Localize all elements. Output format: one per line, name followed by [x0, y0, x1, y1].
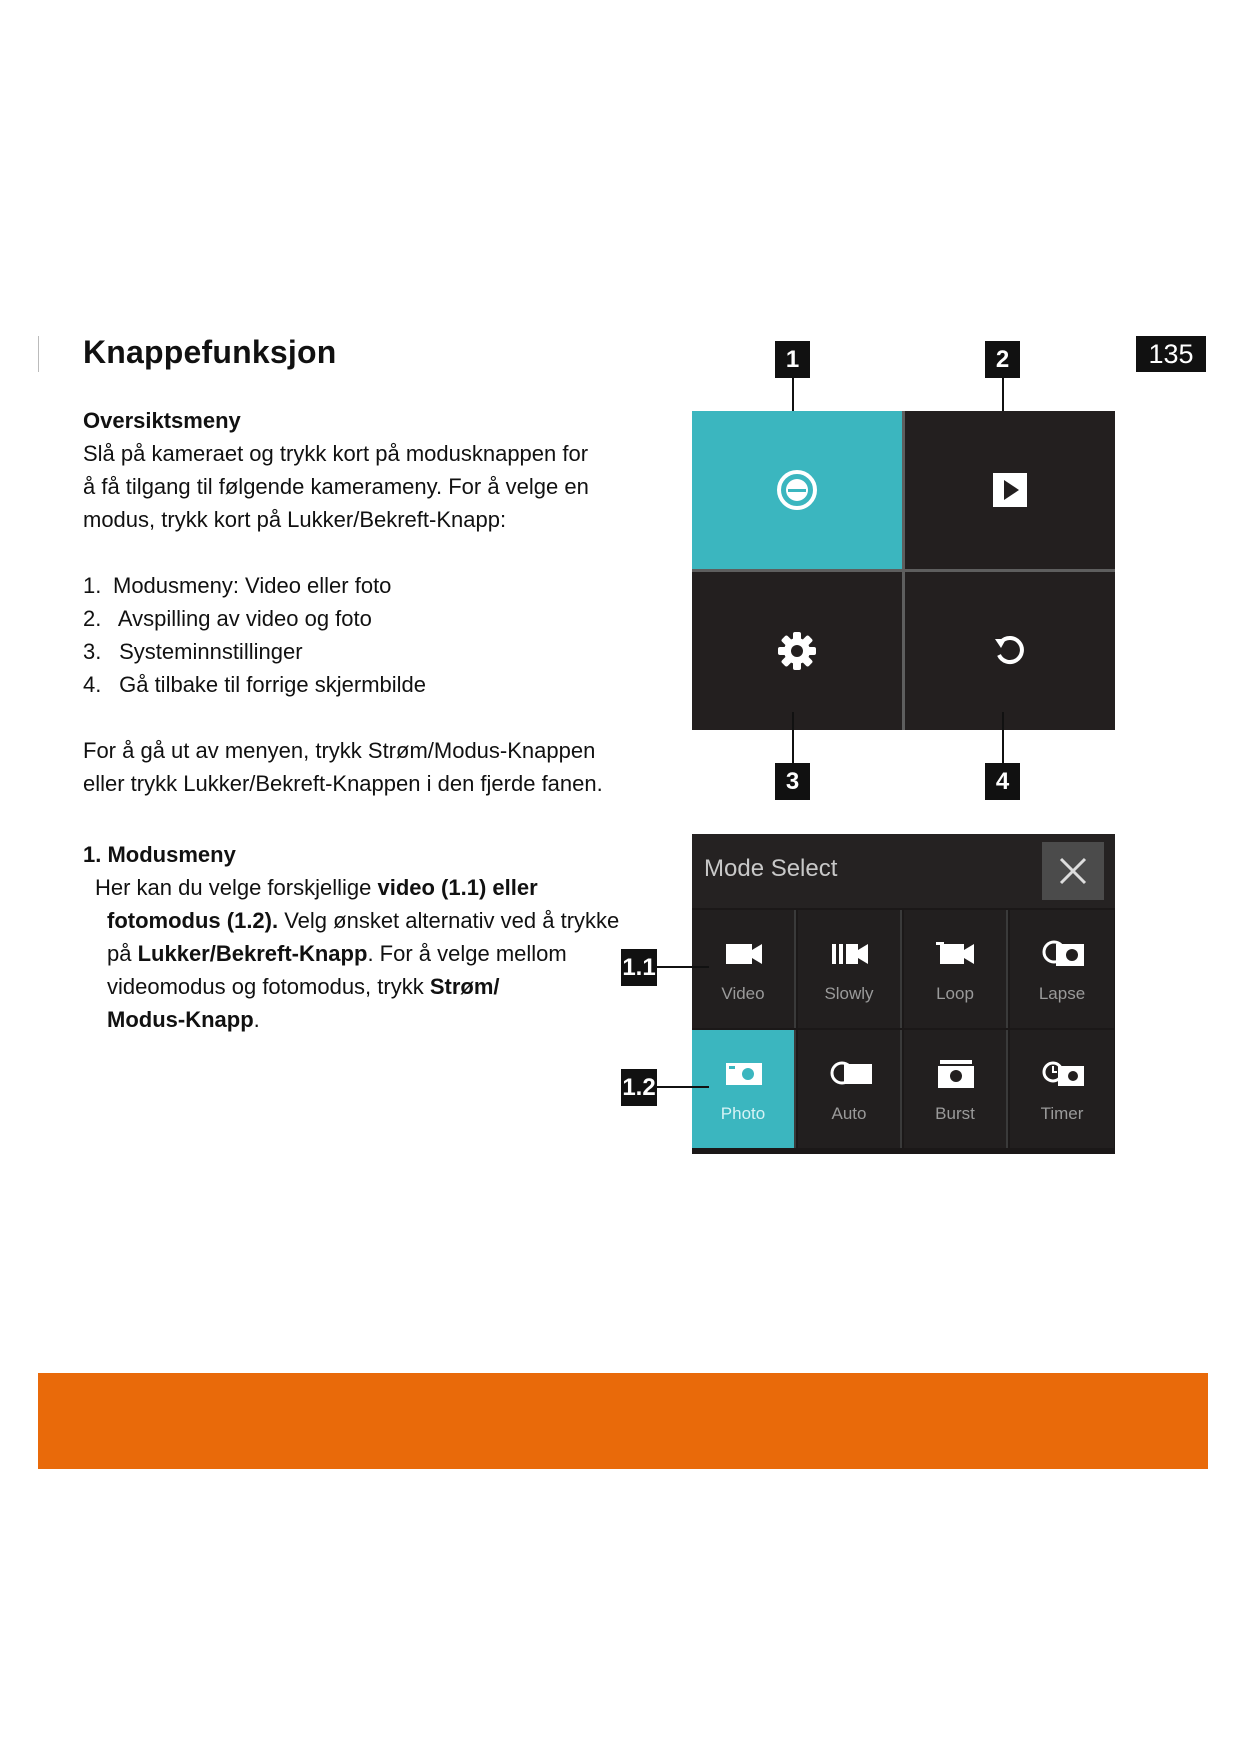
mode-tile[interactable]: [692, 411, 902, 569]
playback-tile[interactable]: [905, 411, 1115, 569]
mode-photo[interactable]: Photo: [692, 1030, 796, 1148]
callout-3: 3: [775, 763, 810, 800]
page-title: Knappefunksjon: [83, 334, 337, 370]
mode-timer[interactable]: Timer: [1010, 1030, 1114, 1148]
video-icon: [724, 938, 764, 968]
callout-1: 1: [775, 341, 810, 378]
callout-line: [1002, 712, 1004, 768]
mode-select-screen: [692, 834, 1115, 1154]
overview-menu-screen: [692, 411, 1115, 730]
close-icon: [1059, 857, 1087, 885]
mode-select-header: [692, 834, 1115, 908]
timer-icon: [1042, 1058, 1086, 1090]
margin-rule: [38, 336, 39, 372]
callout-line: [792, 712, 794, 768]
mode-loop[interactable]: Loop: [904, 910, 1008, 1028]
mode-select-title: Mode Select: [704, 855, 838, 882]
lapse-icon: [1042, 938, 1086, 970]
modusmeny-line: fotomodus (1.2). Velg ønsket alternativ ved å trykke: [107, 908, 620, 933]
footer-band: [38, 1373, 1208, 1469]
page-number: 135: [1136, 336, 1206, 372]
callout-line: [657, 1086, 709, 1088]
list-item: 2. Avspilling av video og foto: [83, 606, 372, 631]
back-tile[interactable]: [905, 572, 1115, 730]
callout-2: 2: [985, 341, 1020, 378]
overview-outro-line: For å gå ut av menyen, trykk Strøm/Modus-Knappen: [83, 738, 596, 763]
overview-section: [83, 404, 623, 800]
overview-intro-line: modus, trykk kort på Lukker/Bekreft-Knapp:: [83, 507, 507, 532]
modusmeny-line: Modus-Knapp.: [107, 1007, 260, 1032]
auto-icon: [830, 1058, 874, 1088]
mode-auto[interactable]: Auto: [798, 1030, 902, 1148]
modusmeny-line: Her kan du velge forskjellige video (1.1) eller: [95, 875, 538, 900]
back-icon: [992, 633, 1028, 669]
modusmeny-line: på Lukker/Bekreft-Knapp. For å velge mellom: [107, 941, 567, 966]
overview-outro-line: eller trykk Lukker/Bekreft-Knappen i den fjerde fanen.: [83, 771, 603, 796]
overview-heading: Oversiktsmeny: [83, 408, 241, 433]
overview-list: [83, 569, 623, 701]
settings-tile[interactable]: [692, 572, 902, 730]
mode-slowly[interactable]: Slowly: [798, 910, 902, 1028]
close-button[interactable]: [1042, 842, 1104, 900]
callout-1-1: 1.1: [621, 949, 657, 986]
callout-4: 4: [985, 763, 1020, 800]
loop-icon: [936, 938, 976, 968]
modusmeny-section: [83, 838, 643, 1036]
burst-icon: [936, 1058, 976, 1090]
modusmeny-line: videomodus og fotomodus, trykk Strøm/: [107, 974, 500, 999]
slow-motion-icon: [830, 938, 870, 968]
callout-line: [657, 966, 709, 968]
mode-lapse[interactable]: Lapse: [1010, 910, 1114, 1028]
playback-icon: [992, 472, 1028, 508]
callout-1-2: 1.2: [621, 1069, 657, 1106]
mode-video[interactable]: Video: [692, 910, 796, 1028]
mode-icon: [775, 468, 819, 512]
list-item: 4. Gå tilbake til forrige skjermbilde: [83, 672, 427, 697]
overview-intro-line: å få tilgang til følgende kamerameny. For å velge en: [83, 474, 589, 499]
list-item: 3. Systeminnstillinger: [83, 639, 303, 664]
mode-burst[interactable]: Burst: [904, 1030, 1008, 1148]
photo-icon: [724, 1058, 764, 1088]
list-item: 1. Modusmeny: Video eller foto: [83, 573, 392, 598]
settings-icon: [776, 630, 818, 672]
overview-intro-line: Slå på kameraet og trykk kort på modusknappen for: [83, 441, 589, 466]
modusmeny-heading: 1. Modusmeny: [83, 842, 236, 867]
